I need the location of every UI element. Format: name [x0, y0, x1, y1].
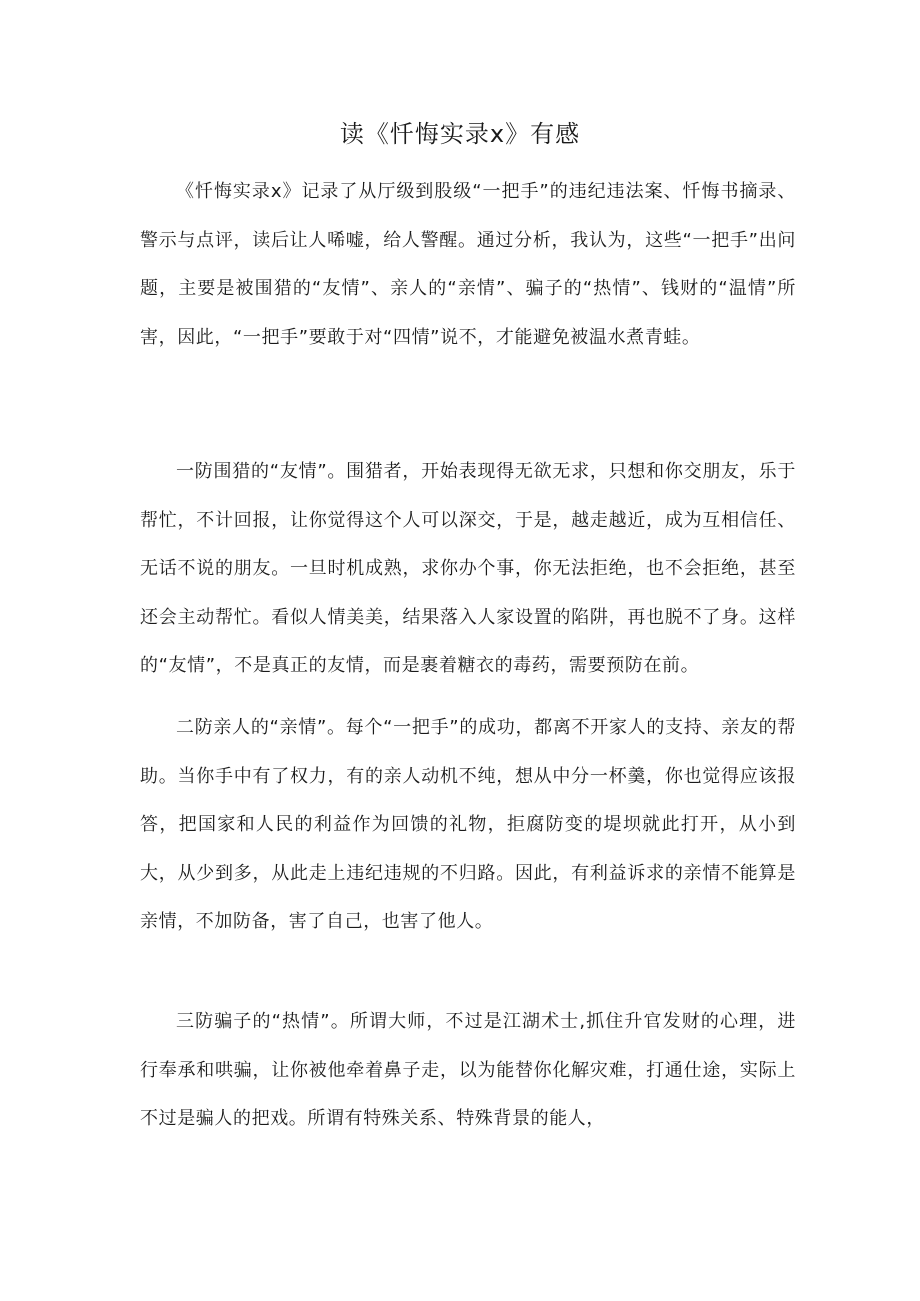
paragraph-kinship: 二防亲人的“亲情”。每个“一把手”的成功，都离不开家人的支持、亲友的帮助。当你手中有了权力，有的亲人动机不纯，想从中分一杯羹，你也觉得应该报答，把国家和人民的利益作为回馈的礼物，拒腐防变的堤坝就此打开，从小到大，从少到多，从此走上违纪违规的不归路。因此，有利益诉求的亲情不能算是亲情，不加防备，害了自己，也害了他人。 — [140, 717, 796, 932]
paragraph-intro: 《忏悔实录x》记录了从厅级到股级“一把手”的违纪违法案、忏悔书摘录、警示与点评，读后让人唏嘘，给人警醒。通过分析，我认为，这些“一把手”出问题，主要是被围猎的“友情”、亲人的“亲情”、骗子的“热情”、钱财的“温情”所害，因此，“一把手”要敢于对“四情”说不，才能避免被温水煮青蛙。 — [140, 181, 796, 348]
paragraph-friendship: 一防围猎的“友情”。围猎者，开始表现得无欲无求，只想和你交朋友，乐于帮忙，不计回报，让你觉得这个人可以深交，于是，越走越近，成为互相信任、无话不说的朋友。一旦时机成熟，求你办个事，你无法拒绝，也不会拒绝，甚至还会主动帮忙。看似人情美美，结果落入人家设置的陷阱，再也脱不了身。这样的“友情”，不是真正的友情，而是裹着糖衣的毒药，需要预防在前。 — [140, 461, 796, 676]
document-title: 读《忏悔实录x》有感 — [339, 120, 581, 148]
paragraph-fraudsters: 三防骗子的“热情”。所谓大师，不过是江湖术士,抓住升官发财的心理，进行奉承和哄骗，让你被他牵着鼻子走，以为能替你化解灾难，打通仕途，实际上不过是骗人的把戏。所谓有特殊关系、特殊背景的能人， — [140, 1011, 796, 1129]
